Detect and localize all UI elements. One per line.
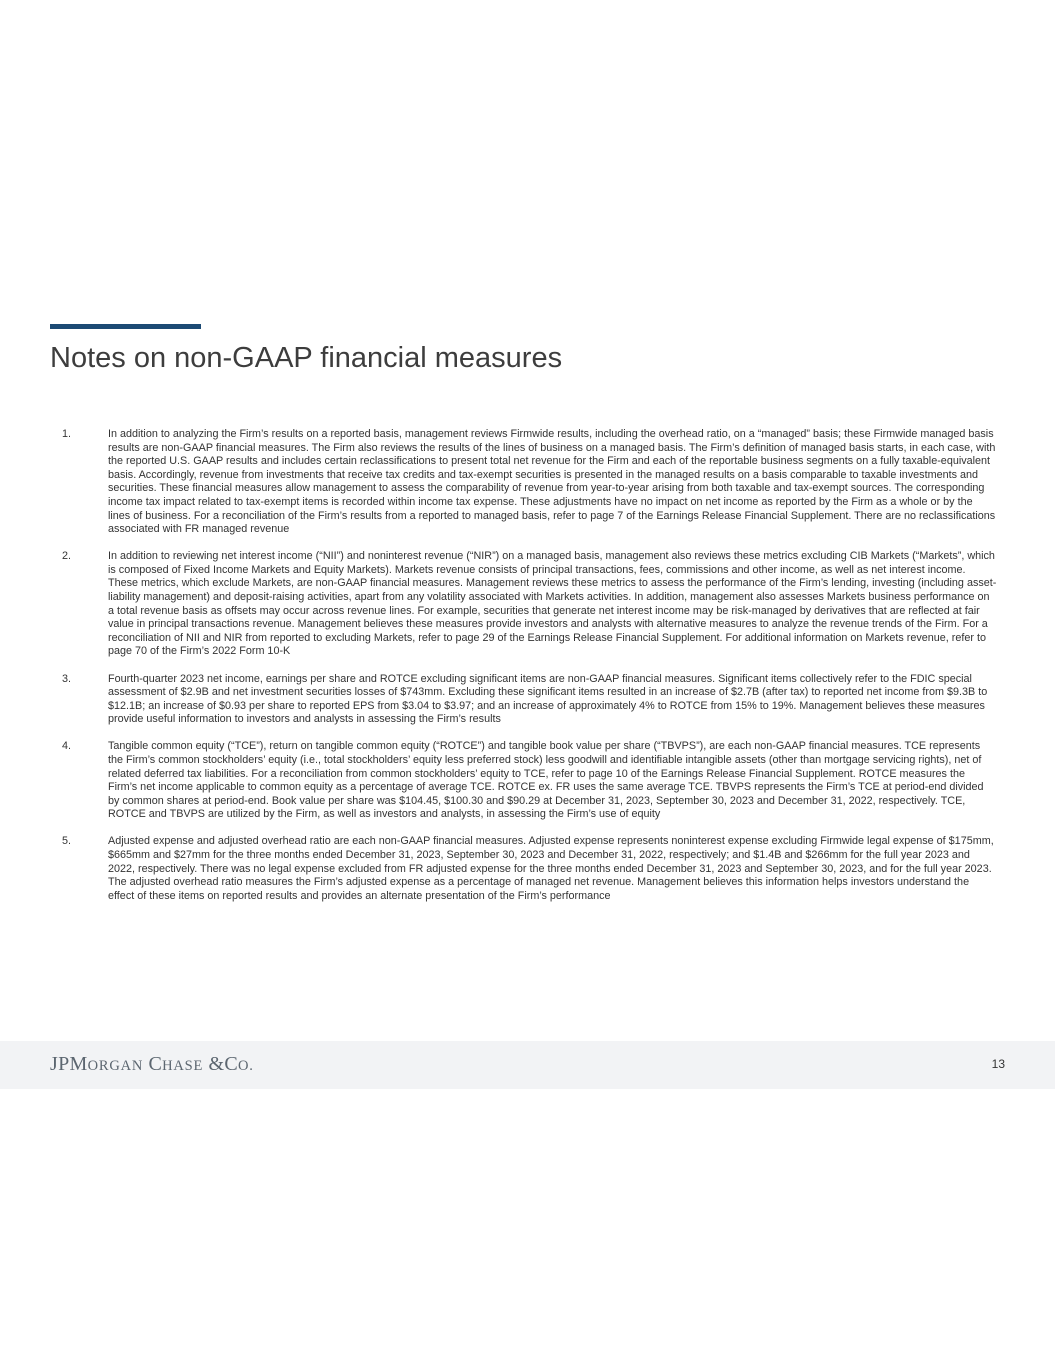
notes-list — [62, 428, 997, 917]
note-number: 4. — [62, 740, 72, 753]
note-item — [62, 550, 997, 659]
note-number: 5. — [62, 835, 72, 848]
note-item — [62, 673, 997, 727]
note-number: 2. — [62, 550, 72, 563]
note-text: Fourth-quarter 2023 net income, earnings per share and ROTCE excluding significant items are non-GAAP financial measures. Significant items collectively refer to the FDIC special assessment of $2.9B and net investment securities losses of $743mm. Excluding these significant items resulted in an increase of $2.7B (after tax) to reported net income from $9.3B to $12.1B; an increase of $0.93 per share to reported EPS from $3.04 to $3.97; and an increase of approximately 4% to ROTCE from 15% to 19%. Management believes these measures provide useful information to investors and analysts in assessing the Firm’s results — [108, 672, 988, 726]
note-item — [62, 428, 997, 537]
note-text: In addition to analyzing the Firm’s results on a reported basis, management reviews Firmwide results, including the overhead ratio, on a “managed” basis; these Firmwide managed basis results are non-GAAP financial measures. The Firm also reviews the results of the lines of business on a managed basis. The Firm’s definition of managed basis starts, in each case, with the reported U.S. GAAP results and includes certain reclassifications to present total net revenue for the Firm and each of the reportable business segments on a fully taxable-equivalent basis. Accordingly, revenue from investments that receive tax credits and tax-exempt securities is presented in the managed results on a basis comparable to taxable investments and securities. These financial measures allow management to assess the comparability of revenue from year-to-year arising from both taxable and tax-exempt sources. The corresponding income tax impact related to tax-exempt items is recorded within income tax expense. These adjustments have no impact on net income as reported by the Firm as a whole or by the lines of business. For a reconciliation of the Firm’s results from a reported to managed basis, refer to page 7 of the Earnings Release Financial Supplement. There are no reclassifications associated with FR managed revenue — [108, 428, 996, 536]
note-text: Tangible common equity (“TCE”), return on tangible common equity (“ROTCE”) and tangible book value per share (“TBVPS”), are each non-GAAP financial measures. TCE represents the Firm’s common stockholders’ equity (i.e., total stockholders’ equity less preferred stock) less goodwill and identifiable intangible assets (other than mortgage servicing rights), net of related deferred tax liabilities. For a reconciliation from common stockholders’ equity to TCE, refer to page 10 of the Earnings Release Financial Supplement. ROTCE measures the Firm’s net income applicable to common equity as a percentage of average TCE. ROTCE ex. FR uses the same average TCE. TBVPS represents the Firm’s TCE at period-end divided by common shares at period-end. Book value per share was $104.45, $100.30 and $90.29 at December 31, 2023, September 30, 2023 and December 31, 2022, respectively. TCE, ROTCE and TBVPS are utilized by the Firm, as well as investors and analysts, in assessing the Firm’s use of equity — [108, 740, 984, 821]
note-number: 1. — [62, 428, 72, 440]
note-item — [62, 835, 997, 903]
note-text: In addition to reviewing net interest income (“NII”) and noninterest revenue (“NIR”) on a managed basis, management also reviews these metrics excluding CIB Markets (“Markets”, which is composed of Fixed Income Markets and Equity Markets). Markets revenue consists of principal transactions, fees, commissions and other income, as well as net interest income. These metrics, which exclude Markets, are non-GAAP financial measures. Management reviews these metrics to assess the performance of the Firm’s lending, investing (including asset-liability management) and deposit-raising activities, apart from any volatility associated with Markets activities. In addition, management also assesses Markets business performance on a total revenue basis as offsets may occur across revenue lines. For example, securities that generate net interest income may be risk-managed by derivatives that are reflected at fair value in principal transactions revenue. Management believes these measures provide investors and analysts with alternative measures to analyze the revenue trends of the Firm. For a reconciliation of NII and NIR from reported to excluding Markets, refer to page 29 of the Earnings Release Financial Supplement. For additional information on Markets revenue, refer to page 70 of the Firm’s 2022 Form 10-K — [108, 550, 997, 658]
note-item — [62, 740, 997, 822]
title-accent-rule — [50, 324, 201, 329]
page-title: Notes on non-GAAP financial measures — [50, 342, 563, 374]
footer-bar — [0, 1041, 1055, 1089]
note-text: Adjusted expense and adjusted overhead ratio are each non-GAAP financial measures. Adjusted expense represents noninterest expense excluding Firmwide legal expense of $175mm, $665mm and $27mm for the three months ended December 31, 2023, September 30, 2023 and December 31, 2022, respectively; and $1.4B and $266mm for the full year 2023 and 2022, respectively. There was no legal expense excluded from FR adjusted expense for the three months ended December 31, 2023 and September 30, 2023, and for the full year 2023. The adjusted overhead ratio measures the Firm’s adjusted expense as a percentage of managed net revenue. Management believes this information helps investors understand the effect of these items on reported results and provides an alternate presentation of the Firm’s performance — [108, 835, 994, 902]
jpmorgan-chase-logo: JPMORGAN CHASE &CO. — [50, 1053, 254, 1075]
page-number: 13 — [991, 1057, 1005, 1071]
note-number: 3. — [62, 672, 72, 685]
